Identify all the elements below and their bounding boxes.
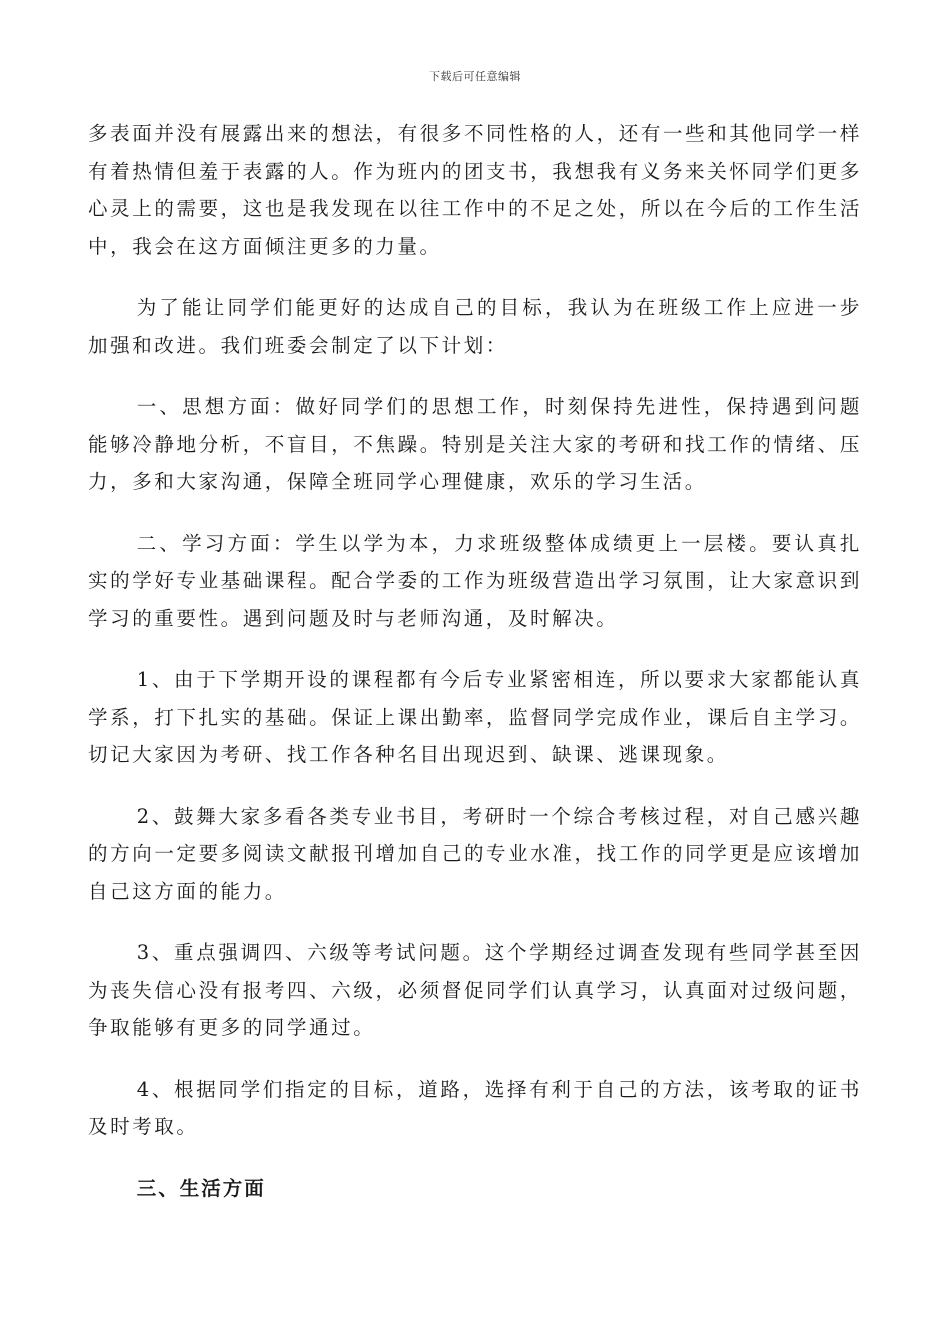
paragraph-intro-plan: 为了能让同学们能更好的达成自己的目标，我认为在班级工作上应进一步加强和改进。我们班委会制定了以下计划： [88, 296, 862, 357]
document-body [88, 115, 862, 1207]
paragraph-study-section: 二、学习方面：学生以学为本，力求班级整体成绩更上一层楼。要认真扎实的学好专业基础课程。配合学委的工作为班级营造出学习氛围，让大家意识到学习的重要性。遇到问题及时与老师沟通，及时解决。 [88, 531, 862, 630]
paragraph-study-item-4: 4、根据同学们指定的目标，道路，选择有利于自己的方法，该考取的证书及时考取。 [88, 1077, 862, 1138]
paragraph-study-item-1: 1、由于下学期开设的课程都有今后专业紧密相连，所以要求大家都能认真学系，打下扎实的基础。保证上课出勤率，监督同学完成作业，课后自主学习。切记大家因为考研、找工作各种名目出现迟到、缺课、逃课现象。 [88, 668, 862, 766]
paragraph-study-item-2: 2、鼓舞大家多看各类专业书目，考研时一个综合考核过程，对自己感兴趣的方向一定要多阅读文献报刊增加自己的专业水准，找工作的同学更是应该增加自己这方面的能力。 [88, 804, 862, 903]
paragraph-continuation: 多表面并没有展露出来的想法，有很多不同性格的人，还有一些和其他同学一样有着热情但羞于表露的人。作为班内的团支书，我想我有义务来关怀同学们更多心灵上的需要，这也是我发现在以往工作中的不足之处，所以在今后的工作生活中，我会在这方面倾注更多的力量。 [88, 122, 862, 258]
paragraph-thought-section: 一、思想方面：做好同学们的思想工作，时刻保持先进性，保持遇到问题能够冷静地分析，不盲目，不焦躁。特别是关注大家的考研和找工作的情绪、压力，多和大家沟通，保障全班同学心理健康，欢乐的学习生活。 [88, 395, 862, 493]
paragraph-study-item-3: 3、重点强调四、六级等考试问题。这个学期经过调查发现有些同学甚至因为丧失信心没有报考四、六级，必须督促同学们认真学习，认真面对过级问题，争取能够有更多的同学通过。 [88, 941, 862, 1039]
header-note: 下载后可任意编辑 [429, 70, 521, 83]
section-heading-life: 三、生活方面 [136, 1176, 266, 1200]
